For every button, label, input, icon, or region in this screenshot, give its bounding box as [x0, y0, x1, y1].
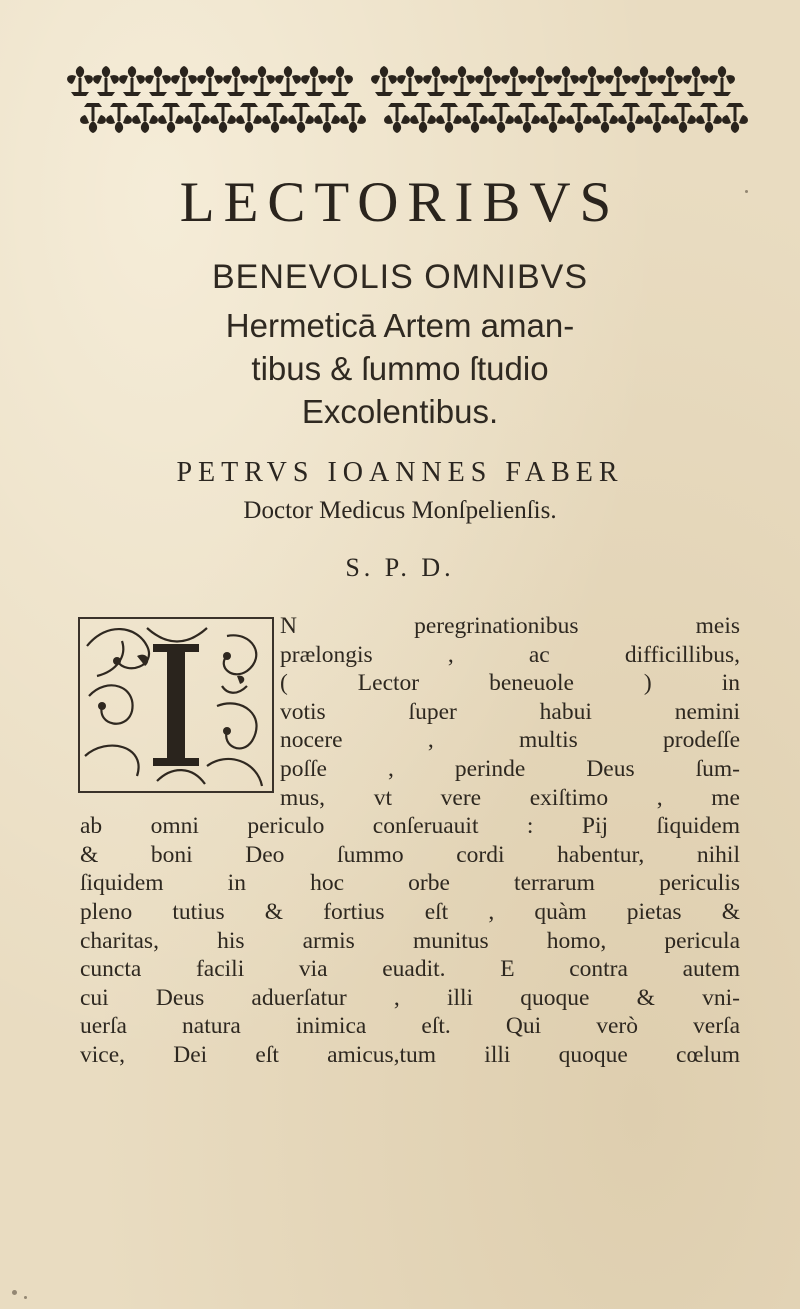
body-line: vice, Dei eſt amicus,tum illi quoque cœlum [80, 1041, 740, 1068]
author-degree: Doctor Medicus Monſpelienſis. [243, 497, 557, 524]
subtitle-line-3: tibus & ſummo ſtudio [251, 350, 549, 387]
subtitle-line-1: BENEVOLIS OMNIBVS [212, 258, 588, 296]
body-line: cui Deus aduerſatur , illi quoque & vni- [80, 984, 740, 1011]
body-line: mus, vt vere exiſtimo , me [280, 784, 740, 811]
subtitle-line-2: Hermeticā Artem aman- [225, 307, 575, 344]
body-line: votis ſuper habui nemini [280, 698, 740, 725]
salutation: S. P. D. [345, 553, 455, 582]
author-name: PETRVS IOANNES FABER [176, 457, 624, 488]
page-title: LECTORIBVS [179, 171, 621, 234]
body-line: N peregrinationibus meis [280, 613, 740, 639]
body-line: cuncta facili via euadit. E contra autem [80, 956, 740, 983]
body-line: ſiquidem in hoc orbe terrarum periculis [80, 870, 740, 897]
paper-speck [745, 190, 748, 193]
body-text [80, 612, 740, 1070]
body-line: ab omni periculo conſeruauit : Pij ſiquidem [80, 813, 740, 840]
fleuron-band-icon [60, 62, 750, 136]
body-line: uerſa natura inimica eſt. Qui verò verſa [80, 1013, 740, 1040]
subtitle-line-4: Excolentibus. [301, 393, 499, 430]
body-line: & boni Deo ſummo cordi habentur, nihil [80, 841, 740, 868]
body-line: poſſe , perinde Deus ſum- [280, 755, 740, 782]
body-line: ( Lector beneuole ) in [280, 670, 740, 697]
paper-speck [24, 1296, 27, 1299]
body-line: prælongis , ac difficillibus, [280, 641, 740, 668]
body-line: nocere , multis prodeſſe [280, 727, 740, 754]
body-line: pleno tutius & fortius eſt , quàm pietas & [80, 898, 740, 925]
paper-speck [12, 1290, 17, 1295]
body-line: charitas, his armis munitus homo, pericula [80, 927, 740, 954]
